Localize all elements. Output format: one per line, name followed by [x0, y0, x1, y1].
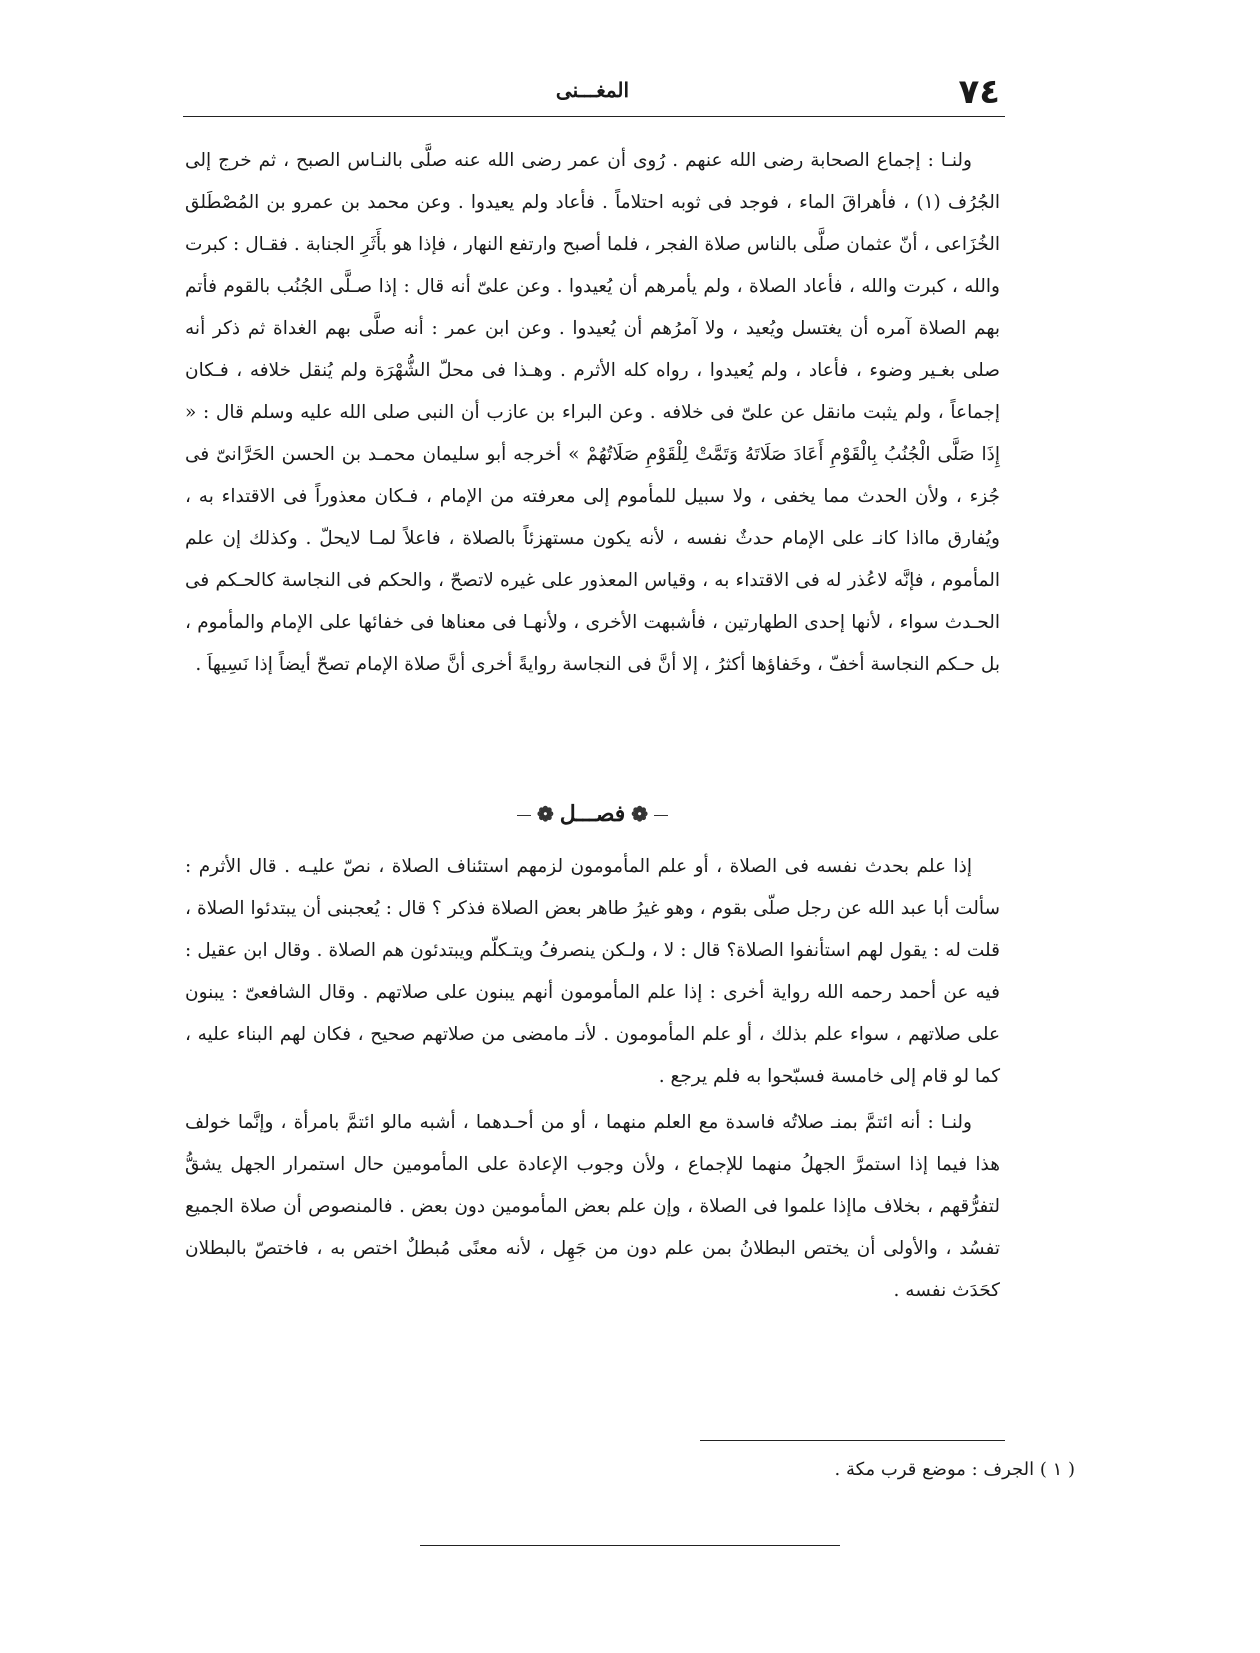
- footer-rule: [420, 1545, 840, 1546]
- ornament-tail-right: [654, 815, 668, 816]
- page-header: [185, 72, 1000, 116]
- page-number: ٧٤: [958, 72, 1000, 112]
- paragraph: إذا علم بحدث نفسه فى الصلاة ، أو علم المأمومون لزمهم استئناف الصلاة ، نصّ عليـه . قال الأثرم : سألت أبا عبد الله عن رجل صلّى بقوم ، وهو غيرُ طاهر بعض الصلاة فذكر ؟ قال : يُعجبنى أن يبتدئوا الصلاة ، قلت له : يقول لهم استأنفوا الصلاة؟ قال : لا ، ولـكن ينصرفُ ويتـكلّم ويبتدئون هم الصلاة . وقال ابن عقيل : فيه عن أحمد رحمه الله رواية أخرى : إذا علم المأمومون أنهم يبنون على صلاتهم . وقال الشافعىّ : يبنون على صلاتهم ، سواء علم بذلك ، أو علم المأمومون . لأنـ مامضى من صلاتهم صحيح ، فكان لهم البناء عليه ، كما لو قام إلى خامسة فسبّحوا به فلم يرجع .: [185, 856, 1000, 1087]
- section-heading-text: فصـــل: [559, 801, 626, 827]
- section-heading: [185, 794, 1000, 834]
- ornament-right-icon: ❁: [631, 802, 649, 826]
- footnote-rule: [700, 1440, 1005, 1441]
- paragraph: ولنـا : إجماع الصحابة رضى الله عنهم . رُوى أن عمر رضى الله عنه صلَّى بالنـاس الصبح ، ثم خرج إلى الجُرُف (١) ، فأهراقَ الماء ، فوجد فى ثوبه احتلاماً . فأعاد ولم يعيدوا . وعن محمد بن عمرو بن المُصْطَلق الخُزَاعى ، أنّ عثمان صلَّى بالناس صلاة الفجر ، فلما أصبح وارتفع النهار ، فإذا هو بأَثَرِ الجنابة . فقـال : كبرت والله ، كبرت والله ، فأعاد الصلاة ، ولم يأمرهم أن يُعيدوا . وعن علىّ أنه قال : إذا صـلَّى الجُنُب بالقوم فأتم بهم الصلاة آمره أن يغتسل ويُعيد ، ولا آمرُهم أن يُعيدوا . وعن ابن عمر : أنه صلَّى بهم الغداة ثم ذكر أنه صلى بغـير وضوء ، فأعاد ، ولم يُعيدوا ، رواه كله الأثرم . وهـذا فى محلّ الشُّهْرَة ولم يُنقل خلافه ، فـكان إجماعاً ، ولم يثبت مانقل عن علىّ فى خلافه . وعن البراء بن عازب أن النبى صلى الله عليه وسلم قال : « إِذَا صَلَّى الْجُنُبُ بِالْقَوْمِ أَعَادَ صَلَاتَهُ وَتَمَّتْ لِلْقَوْمِ صَلَاتُهُمْ » أخرجه أبو سليمان محمـد بن الحسن الحَرَّانىّ فى جُزء ، ولأن الحدث مما يخفى ، ولا سبيل للمأموم إلى معرفته من الإمام ، فـكان معذوراً فى الاقتداء به ، ويُفارق مااذا كانـ على الإمام حدثٌ نفسه ، لأنه يكون مستهزئاً بالصلاة ، فاعلاً لمـا لايحلّ . وكذلك إن علم المأموم ، فإنَّه لاعُذر له فى الاقتداء به ، وقياس المعذور على غيره لاتصحّ ، والحكم فى النجاسة كالحـكم فى الحـدث سواء ، لأنها إحدى الطهارتين ، فأشبهت الأخرى ، ولأنهـا فى معناها فى خفائها على الإمام والمأموم ، بل حـكم النجاسة أخفّ ، وخَفاؤها أكثرُ ، إلا أنَّ فى النجاسة روايةً أخرى أنَّ صلاة الإمام تصحّ أيضاً إذا نَسِيهاَ .: [185, 150, 1000, 675]
- footnote: ( ١ ) الجرف : موضع قرب مكة .: [834, 1459, 1075, 1480]
- running-title: المغـــنى: [555, 78, 630, 102]
- ornament-left-icon: ❁: [536, 802, 554, 826]
- header-rule: [183, 116, 1005, 117]
- main-text-top: [185, 140, 1000, 686]
- ornament-tail-left: [517, 815, 531, 816]
- main-text-bottom: [185, 846, 1000, 1312]
- paragraph: ولنـا : أنه ائتمَّ بمنـ صلاتُه فاسدة مع العلم منهما ، أو من أحـدهما ، أشبه مالو ائتمَّ بامرأة ، وإنَّما خولف هذا فيما إذا استمرَّ الجهلُ منهما للإجماع ، ولأن وجوب الإعادة على المأمومين حال استمرار الجهل يشقُّ لتفرُّقهم ، بخلاف ماإذا علموا فى الصلاة ، وإن علم بعض المأمومين دون بعض . فالمنصوص أن صلاة الجميع تفسُد ، والأولى أن يختص البطلانُ بمن علم دون من جَهِل ، لأنه معنًى مُبطلٌ اختص به ، فاختصّ بالبطلان كحَدَث نفسه .: [185, 1112, 1000, 1301]
